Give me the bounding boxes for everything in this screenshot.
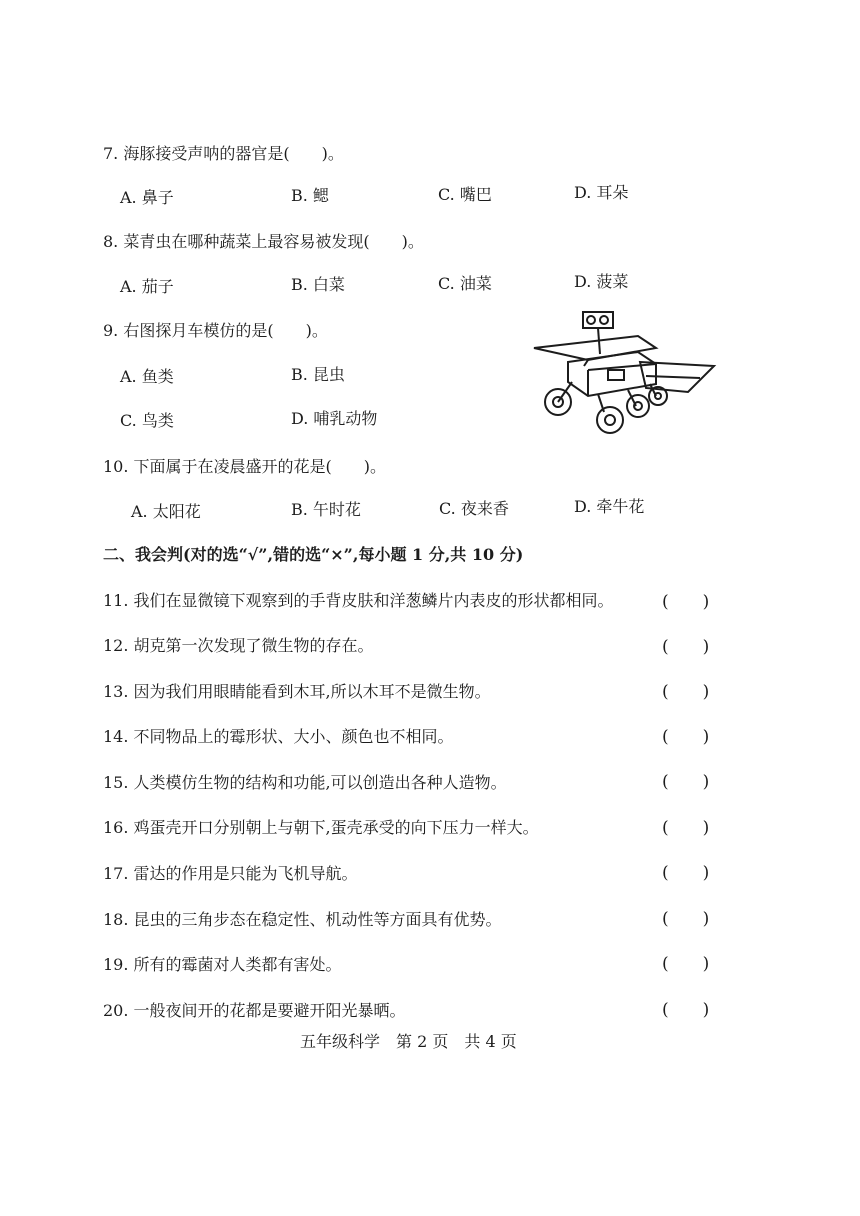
lunar-rover-illustration (528, 308, 718, 440)
answer-paren-16[interactable]: ( ) (662, 818, 710, 838)
question-10: 10. 下面属于在凌晨盛开的花是( )。 (103, 457, 387, 476)
answer-paren-17[interactable]: ( ) (662, 863, 710, 883)
judgment-item-11: 11. 我们在显微镜下观察到的手背皮肤和洋葱鳞片内表皮的形状都相同。 (103, 591, 614, 610)
q10-option-a: A. 太阳花 (131, 502, 201, 521)
answer-paren-20[interactable]: ( ) (662, 1000, 710, 1020)
answer-paren-13[interactable]: ( ) (662, 682, 710, 702)
q8-option-b: B. 白菜 (291, 275, 345, 294)
answer-paren-15[interactable]: ( ) (662, 772, 710, 792)
q7-option-c: C. 嘴巴 (438, 185, 492, 204)
q7-option-d: D. 耳朵 (574, 183, 629, 202)
question-8: 8. 菜青虫在哪种蔬菜上最容易被发现( )。 (103, 232, 424, 251)
section-2-title: 二、我会判(对的选“√”,错的选“×”,每小题 1 分,共 10 分) (103, 545, 524, 564)
q9-option-d: D. 哺乳动物 (291, 409, 378, 428)
answer-paren-11[interactable]: ( ) (662, 592, 710, 612)
page-footer: 五年级科学 第 2 页 共 4 页 (300, 1032, 517, 1051)
q8-option-c: C. 油菜 (438, 274, 492, 293)
judgment-item-12: 12. 胡克第一次发现了微生物的存在。 (103, 636, 374, 655)
question-9: 9. 右图探月车模仿的是( )。 (103, 321, 328, 340)
q9-option-c: C. 鸟类 (120, 411, 174, 430)
q7-option-a: A. 鼻子 (120, 188, 174, 207)
answer-paren-18[interactable]: ( ) (662, 909, 710, 929)
judgment-item-18: 18. 昆虫的三角步态在稳定性、机动性等方面具有优势。 (103, 910, 502, 929)
answer-paren-12[interactable]: ( ) (662, 637, 710, 657)
question-7: 7. 海豚接受声呐的器官是( )。 (103, 144, 344, 163)
judgment-item-20: 20. 一般夜间开的花都是要避开阳光暴晒。 (103, 1001, 406, 1020)
answer-paren-19[interactable]: ( ) (662, 954, 710, 974)
judgment-item-16: 16. 鸡蛋壳开口分别朝上与朝下,蛋壳承受的向下压力一样大。 (103, 818, 539, 837)
q7-option-b: B. 鳃 (291, 186, 329, 205)
judgment-item-14: 14. 不同物品上的霉形状、大小、颜色也不相同。 (103, 727, 454, 746)
q10-option-d: D. 牵牛花 (574, 497, 645, 516)
judgment-item-15: 15. 人类模仿生物的结构和功能,可以创造出各种人造物。 (103, 773, 507, 792)
judgment-item-13: 13. 因为我们用眼睛能看到木耳,所以木耳不是微生物。 (103, 682, 491, 701)
q9-option-b: B. 昆虫 (291, 365, 345, 384)
q8-option-a: A. 茄子 (120, 277, 174, 296)
q10-option-c: C. 夜来香 (439, 499, 509, 518)
q8-option-d: D. 菠菜 (574, 272, 629, 291)
answer-paren-14[interactable]: ( ) (662, 727, 710, 747)
judgment-item-19: 19. 所有的霉菌对人类都有害处。 (103, 955, 342, 974)
judgment-item-17: 17. 雷达的作用是只能为飞机导航。 (103, 864, 358, 883)
q9-option-a: A. 鱼类 (120, 367, 174, 386)
q10-option-b: B. 午时花 (291, 500, 361, 519)
